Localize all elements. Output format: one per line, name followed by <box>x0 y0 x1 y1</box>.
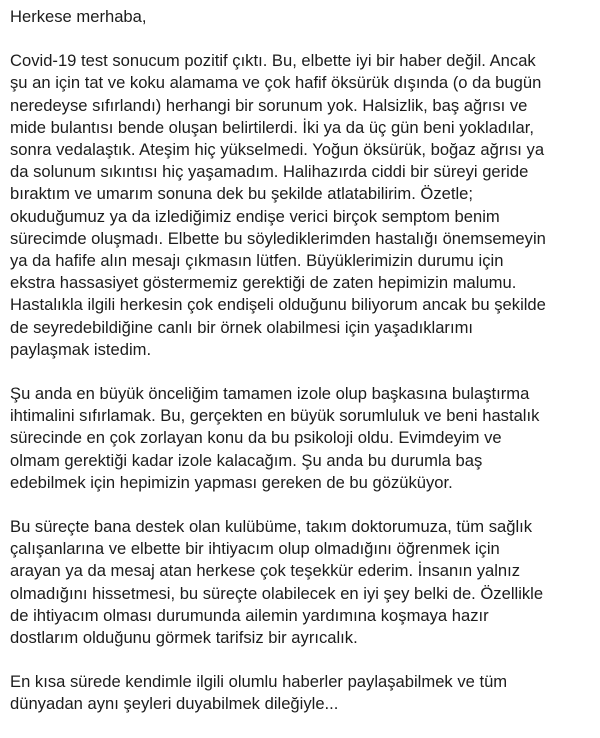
paragraph-line: sürecimde oluşmadı. Elbette bu söylediklerimden hastalığı önemsemeyin <box>10 228 546 248</box>
paragraph-line: okuduğumuz ya da izlediğimiz endişe verici birçok semptom benim <box>10 206 500 226</box>
paragraph-line: edebilmek için hepimizin yapması gereken de bu gözüküyor. <box>10 472 453 492</box>
paragraph-line: Hastalıkla ilgili herkesin çok endişeli olduğunu biliyorum ancak bu şekilde <box>10 295 546 315</box>
letter-document <box>10 6 594 738</box>
paragraph-line: ekstra hassasiyet göstermemiz gerektiği de zaten hepimizin malumu. <box>10 273 517 293</box>
paragraph-line: ya da hafife alın mesajı çıkmasın lütfen. Büyüklerimizin durumu için <box>10 251 504 271</box>
paragraph-line: şu an için tat ve koku alamama ve çok hafif öksürük dışında (o da bugün <box>10 73 542 93</box>
paragraph-line: da solunum sıkıntısı hiç yaşamadım. Halihazırda ciddi bir süreyi geride <box>10 162 529 182</box>
paragraph-2 <box>10 383 594 494</box>
paragraph-line: sonra vedalaştık. Ateşim hiç yükselmedi. Yoğun öksürük, boğaz ağrısı ya <box>10 140 545 160</box>
paragraph-line: de seyredebildiğine canlı bir örnek olabilmesi için yaşadıklarımı <box>10 317 474 337</box>
paragraph-line: olmam gerektiği kadar izole kalacağım. Şu anda bu durumla baş <box>10 450 483 470</box>
paragraph-line: Şu anda en büyük önceliğim tamamen izole olup başkasına bulaştırma <box>10 384 530 404</box>
paragraph-line: paylaşmak istedim. <box>10 339 152 359</box>
paragraph-4 <box>10 671 594 715</box>
paragraph-line: olmadığını hissetmesi, bu süreçte olabilecek en iyi şey belki de. Özellikle <box>10 583 544 603</box>
paragraph-line: çalışanlarına ve elbette bir ihtiyacım olup olmadığını öğrenmek için <box>10 539 500 559</box>
paragraph-line: de ihtiyacım olması durumunda ailemin yardımına koşmaya hazır <box>10 605 489 625</box>
greeting-line: Herkese merhaba, <box>10 7 147 26</box>
paragraph-line: dünyadan aynı şeyleri duyabilmek dileğiyle... <box>10 694 339 714</box>
paragraph-line: Covid-19 test sonucum pozitif çıktı. Bu, elbette iyi bir haber değil. Ancak <box>10 51 536 71</box>
paragraph-line: dostlarım olduğunu görmek tarifsiz bir ayrıcalık. <box>10 628 358 648</box>
paragraph-3 <box>10 516 594 649</box>
paragraph-line: Bu süreçte bana destek olan kulübüme, takım doktorumuza, tüm sağlık <box>10 517 533 537</box>
paragraph-line: En kısa sürede kendimle ilgili olumlu haberler paylaşabilmek ve tüm <box>10 672 508 692</box>
paragraph-line: mide bulantısı bende oluşan belirtilerdi. İki ya da üç gün beni yokladılar, <box>10 117 534 137</box>
paragraph-line: sürecinde en çok zorlayan konu da bu psikoloji oldu. Evimdeyim ve <box>10 428 502 448</box>
paragraph-1 <box>10 50 594 361</box>
paragraph-line: arayan ya da mesaj atan herkese çok teşekkür ederim. İnsanın yalnız <box>10 561 521 581</box>
paragraph-line: ihtimalini sıfırlamak. Bu, gerçekten en büyük sorumluluk ve beni hastalık <box>10 406 540 426</box>
paragraph-line: bıraktım ve umarım sonuna dek bu şekilde atlatabilirim. Özetle; <box>10 184 473 204</box>
paragraph-line: neredeyse sıfırlandı) herhangi bir sorunum yok. Halsizlik, baş ağrısı ve <box>10 95 528 115</box>
